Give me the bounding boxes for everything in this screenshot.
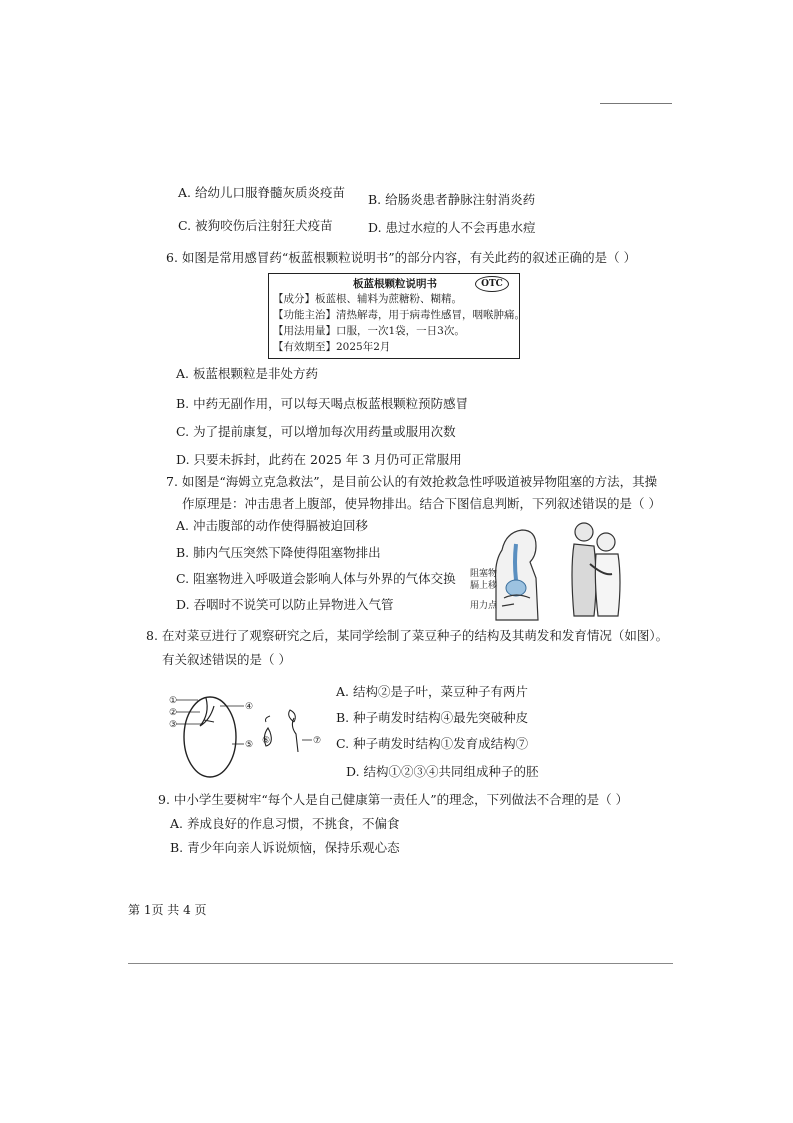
q6-option-d: D. 只要未拆封，此药在 2025 年 3 月仍可正常服用: [176, 452, 462, 467]
heimlich-rescue-illustration: [560, 520, 630, 620]
seed-marker-7: ⑦: [313, 736, 322, 746]
seed-marker-4: ④: [245, 702, 254, 712]
otc-badge: OTC: [475, 276, 509, 292]
q9-option-b: B. 青少年向亲人诉说烦恼，保持乐观心态: [170, 840, 400, 855]
q8-stem-line1: 8. 在对菜豆进行了观察研究之后，某同学绘制了菜豆种子的结构及其萌发和发育情况（如图）。: [146, 628, 669, 643]
q6-option-a: A. 板蓝根颗粒是非处方药: [176, 366, 318, 381]
leaflet-function: 【功能主治】清热解毒，用于病毒性感冒，咽喉肿痛。: [273, 309, 525, 321]
q5-option-d: D. 患过水痘的人不会再患水痘: [368, 220, 536, 235]
q8-option-a: A. 结构②是子叶，菜豆种子有两片: [336, 684, 528, 699]
fig-label-diaphragm: 膈上移: [470, 581, 498, 591]
fig-label-force-point: 用力点: [470, 601, 498, 611]
seed-marker-5: ⑤: [245, 740, 254, 750]
leaflet-ingredients: 【成分】板蓝根、辅料为蔗糖粉、糊精。: [273, 293, 462, 305]
q9-stem: 9. 中小学生要树牢“每个人是自己健康第一责任人”的理念，下列做法不合理的是（ ）: [158, 792, 629, 807]
fig-label-obstruction: 阻塞物: [470, 569, 498, 579]
q7-option-b: B. 肺内气压突然下降使得阻塞物排出: [176, 545, 381, 560]
leaflet-dosage: 【用法用量】口服，一次1袋，一日3次。: [273, 325, 465, 337]
q8-stem-line2: 有关叙述错误的是（ ）: [162, 652, 291, 667]
leaflet-title: 板蓝根颗粒说明书: [353, 278, 437, 290]
seed-marker-2: ②: [169, 708, 178, 718]
q6-option-b: B. 中药无副作用，可以每天喝点板蓝根颗粒预防感冒: [176, 396, 469, 411]
q5-option-c: C. 被狗咬伤后注射狂犬疫苗: [178, 218, 333, 233]
q7-stem-line2: 作原理是：冲击患者上腹部，使异物排出。结合下图信息判断，下列叙述错误的是（ ）: [182, 496, 661, 511]
q9-option-a: A. 养成良好的作息习惯，不挑食，不偏食: [170, 816, 400, 831]
q7-option-a: A. 冲击腹部的动作使得膈被迫回移: [176, 518, 368, 533]
leaflet-expiry: 【有效期至】2025年2月: [273, 341, 391, 353]
q8-option-c: C. 种子萌发时结构①发育成结构⑦: [336, 736, 529, 751]
page-number: 第 1页 共 4 页: [128, 903, 207, 917]
q5-option-b: B. 给肠炎患者静脉注射消炎药: [368, 192, 536, 207]
seed-marker-3: ③: [169, 720, 178, 730]
q8-option-d: D. 结构①②③④共同组成种子的胚: [346, 764, 539, 779]
q7-option-d: D. 吞咽时不说笑可以防止异物进入气管: [176, 597, 394, 612]
seed-marker-1: ①: [169, 696, 178, 706]
q6-option-c: C. 为了提前康复，可以增加每次用药量或服用次数: [176, 424, 456, 439]
q5-option-a: A. 给幼儿口服脊髓灰质炎疫苗: [178, 185, 345, 200]
q7-option-c: C. 阻塞物进入呼吸道会影响人体与外界的气体交换: [176, 571, 456, 586]
seed-marker-6: ⑥: [262, 736, 271, 746]
q8-option-b: B. 种子萌发时结构④最先突破种皮: [336, 710, 529, 725]
top-rule: [600, 103, 672, 104]
q7-stem-line1: 7. 如图是“海姆立克急救法”，是目前公认的有效抢救急性呼吸道被异物阻塞的方法，其操: [166, 474, 658, 489]
medicine-leaflet: [268, 273, 525, 359]
bottom-rule: [128, 963, 673, 964]
q6-stem: 6. 如图是常用感冒药“板蓝根颗粒说明书”的部分内容，有关此药的叙述正确的是（ ）: [166, 250, 637, 265]
